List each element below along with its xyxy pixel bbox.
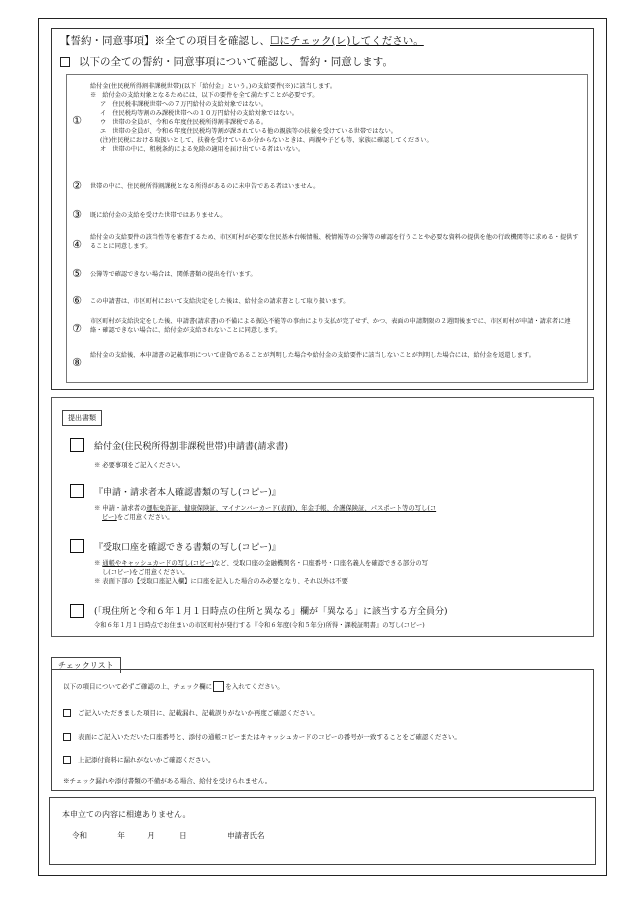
year-label: 年	[117, 831, 125, 840]
checklist-intro	[63, 681, 284, 692]
checklist-item-1[interactable]	[63, 708, 319, 717]
term-text: イ 住民税均等割のみ課税世帯への１０万円給付の支給対象ではない。	[100, 110, 298, 117]
term-number: ⑤	[72, 267, 82, 280]
term-text: ※ 給付金の支給対象となるためには、以下の要件を全て満たすことが必要です。	[90, 92, 319, 99]
note-text: をご用意ください。	[116, 514, 174, 521]
term-text: 給付金の支給後、本申請書の記載事項について虚偽であることが判明した場合や給付金の支給要件に該当しないことが判明した場合には、給付金を返還します。	[90, 352, 535, 359]
checklist-item-text: 上記添付資料に漏れがないかご確認ください。	[78, 756, 215, 764]
pledge-heading-text: 【誓約・同意事項】※全ての項目を確認し、	[60, 35, 270, 47]
checklist-label: チェックリスト	[51, 657, 121, 673]
doc-title-tax-cert: (「現住所と令和６年１月１日時点の住所と異なる」欄が「異なる」に該当する方全員分)	[94, 607, 448, 617]
term-text: ア 住民税非課税世帯への７万円給付の支給対象ではない。	[100, 101, 268, 108]
term-text: 世帯の中に、住民税所得割課税となる所得があるのに未申告である者はいません。	[90, 183, 320, 190]
term-text: ウ 世帯の全員が、令和６年度住民税所得割非課税である。	[100, 119, 268, 126]
declaration-box	[49, 797, 596, 865]
day-label: 日	[179, 831, 187, 840]
checkbox-symbol-icon	[213, 681, 224, 692]
checklist-checkbox[interactable]	[63, 756, 71, 764]
checklist-intro-text: を入れてください。	[225, 682, 284, 691]
doc-note-application: ※ 必要事項をご記入ください。	[94, 462, 185, 469]
month-label: 月	[147, 831, 155, 840]
checklist-item-text: 表面にご記入いただいた口座番号と、添付の通帳コピーまたはキャッシュカードのコピーの番号が一致することをご確認ください。	[78, 733, 461, 741]
term-item-1	[67, 80, 587, 160]
note-underlined: 運転免許証、健康保険証、マイナンバーカード(表面)、年金手帳、介護保険証、パスポート等の写し(コ	[146, 505, 437, 512]
checklist-checkbox[interactable]	[63, 733, 71, 741]
note-text: など、受取口座の金融機関名・口座番号・口座名義人を確認できる部分の写	[213, 560, 428, 567]
doc-note-id	[94, 504, 436, 522]
note-text: ※	[94, 560, 103, 567]
pledge-consent-section	[51, 28, 594, 390]
doc-title-id: 『申請・請求者本人確認書類の写し(コピー)』	[94, 488, 281, 498]
agree-all-label: 以下の全ての誓約・同意事項について確認し、誓約・同意します。	[79, 56, 393, 68]
doc-title-application: 給付金(住民税所得割非課税世帯)申請書(請求書)	[94, 442, 289, 452]
checklist-item-2[interactable]	[63, 732, 461, 741]
term-text: 給付金(住民税所得割非課税世帯)(以下「給付金」という。)の支給要件(※)に該当します。	[90, 83, 337, 90]
term-number: ⑥	[72, 294, 82, 307]
term-text: 給付金の支給要件の該当性等を審査するため、市区町村が必要な住民基本台帳情報、税情報等の公簿等の確認を行うことや必要な資料の提供を他の行政機関等に求める・提供することに同意します。	[90, 234, 579, 250]
note-underlined: 通帳やキャッシュカードの写し(コピー)	[102, 560, 214, 567]
agree-all-checkbox[interactable]	[60, 57, 70, 67]
note-underlined: ピー)	[102, 514, 117, 521]
note-text: ※ 表面下部の【受取口座記入欄】に口座を記入した場合のみ必要となり、それ以外は不要	[94, 578, 348, 585]
pledge-heading-underlined: ☐にチェック(レ)してください。	[270, 35, 424, 47]
date-signature-row	[72, 830, 265, 841]
doc-title-bank: 『受取口座を確認できる書類の写し(コピー)』	[94, 543, 281, 553]
term-number: ①	[72, 114, 82, 127]
term-number: ②	[72, 179, 82, 192]
checklist-intro-text: 以下の項目について必ずご確認の上、チェック欄に	[63, 682, 213, 691]
note-text: ※ 申請・請求者の	[94, 505, 147, 512]
term-text: この申請書は、市区町村において支給決定をした後は、給付金の請求書として取り扱います。	[90, 298, 350, 305]
term-number: ④	[72, 238, 82, 251]
checklist-item-3[interactable]	[63, 755, 215, 764]
doc-checkbox-tax-cert[interactable]	[70, 604, 84, 618]
documents-section	[51, 397, 594, 637]
term-text: オ 世帯の中に、租税条約による免除の適用を届け出ている者はいない。	[100, 146, 305, 153]
declaration-text: 本申立ての内容に相違ありません。	[62, 810, 191, 819]
doc-checkbox-bank[interactable]	[70, 539, 84, 553]
term-number: ⑦	[72, 322, 82, 335]
era-label: 令和	[72, 831, 87, 840]
term-text: 公簿等で確認できない場合は、関係書類の提出を行います。	[90, 271, 257, 278]
doc-note-tax-cert: 令和６年１月１日時点でお住まいの市区町村が発行する『令和６年度(令和５年分)所得・課税証明書』の写し(コピー)	[94, 622, 425, 629]
checklist-footnote: ※チェック漏れや添付書類の不備がある場合、給付を受けられません。	[63, 777, 272, 785]
doc-checkbox-application[interactable]	[70, 438, 84, 452]
term-text: (注)住民税における取扱いとして、扶養を受けているか分からないときは、両親や子ども等、家族に確認してください。	[100, 137, 433, 144]
term-number: ⑧	[72, 356, 82, 369]
pledge-heading	[60, 33, 424, 48]
applicant-name-label: 申請者氏名	[227, 831, 265, 840]
note-text: し(コピー)をご用意ください。	[102, 569, 189, 576]
form-page	[38, 18, 607, 876]
doc-note-bank	[94, 559, 428, 586]
doc-checkbox-id[interactable]	[70, 484, 84, 498]
agree-all-row[interactable]	[60, 54, 393, 69]
checklist-item-text: ご記入いただきました項目に、記載漏れ、記載誤りがないか再度ご確認ください。	[78, 709, 319, 717]
terms-box	[66, 74, 588, 383]
term-text: 市区町村が支給決定をした後、申請書(請求書)の不備による振込不能等の事由により支払が完了せず、かつ、表面の申請期限の２週間後までに、市区町村が申請・請求者に連絡・確認できない場合に、給付金が支給されないことに同意します。	[90, 318, 571, 334]
documents-label: 提出書類	[62, 410, 102, 426]
checklist-box	[51, 669, 594, 791]
checklist-checkbox[interactable]	[63, 709, 71, 717]
term-text: 既に給付金の支給を受けた世帯ではありません。	[90, 212, 227, 219]
term-text: エ 世帯の全員が、令和６年度住民税均等割が課されている他の親族等の扶養を受けている世帯ではない。	[100, 128, 397, 135]
term-number: ③	[72, 208, 82, 221]
